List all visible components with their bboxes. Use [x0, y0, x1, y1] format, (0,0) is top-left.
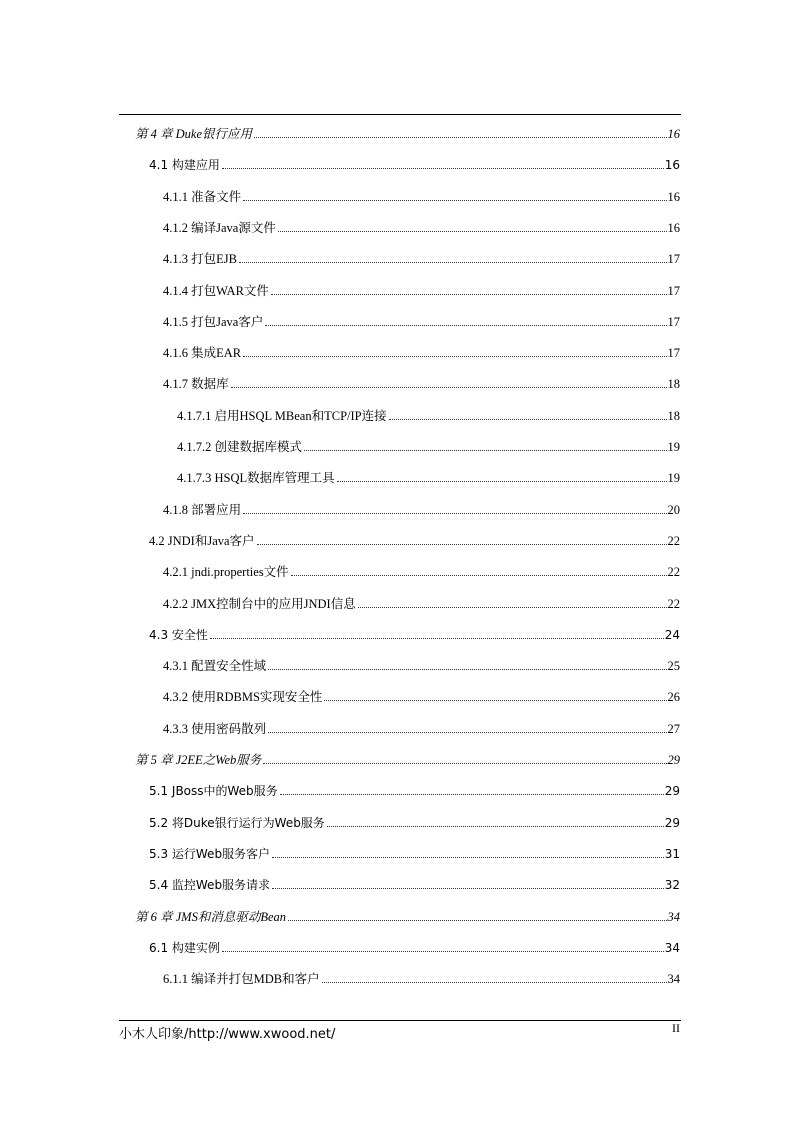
- toc-entry-title: 6.1.1 编译并打包MDB和客户: [163, 972, 320, 987]
- dot-leader: [268, 668, 666, 670]
- toc-entry-title: 4.1.7.2 创建数据库模式: [177, 440, 303, 454]
- toc-entry[interactable]: [163, 496, 680, 518]
- toc-entry[interactable]: [163, 558, 680, 580]
- toc-entry-page: 20: [667, 502, 680, 517]
- toc-chapter-entry[interactable]: [135, 120, 680, 142]
- footer-site-text: 小木人印象/http://www.xwood.net/: [119, 1027, 336, 1042]
- toc-entry-page: 29: [664, 815, 680, 830]
- toc-entry-page: 16: [667, 189, 680, 204]
- toc-entry-title: 6.1 构建实例: [149, 940, 220, 955]
- toc-entry-title: 5.3 运行Web服务客户: [149, 846, 271, 861]
- toc-entry-title: 5.2 将Duke银行运行为Web服务: [149, 815, 325, 830]
- toc-entry-page: 22: [667, 533, 680, 548]
- toc-entry-page: 34: [664, 940, 680, 955]
- toc-entry-page: 17: [667, 346, 680, 361]
- toc-entry-page: 31: [664, 846, 680, 861]
- dot-leader: [239, 261, 667, 263]
- toc-entry-title: 4.1.7.1 启用HSQL MBean和TCP/IP连接: [177, 408, 387, 423]
- dot-leader: [288, 919, 666, 921]
- toc-entry[interactable]: [149, 777, 680, 799]
- dot-leader: [304, 449, 666, 451]
- dot-leader: [263, 762, 666, 764]
- dot-leader: [291, 574, 667, 576]
- dot-leader: [271, 293, 667, 295]
- toc-entry[interactable]: [163, 590, 680, 612]
- toc-entry-page: 27: [667, 721, 680, 736]
- toc-entry[interactable]: [177, 433, 680, 455]
- toc-entry-title: 第 6 章 JMS和消息驱动Bean: [135, 909, 287, 924]
- toc-entry[interactable]: [163, 339, 680, 361]
- toc-entry-title: 4.1.1 准备文件: [163, 189, 242, 204]
- toc-entry-page: 22: [667, 565, 680, 580]
- toc-entry-title: 4.1.5 打包Java客户: [163, 314, 264, 329]
- toc-entry-page: 19: [667, 471, 680, 486]
- toc-entry[interactable]: [149, 809, 680, 831]
- toc-entry[interactable]: [163, 683, 680, 705]
- toc-entry-title: 4.2.1 jndi.properties文件: [163, 565, 289, 580]
- toc-entry[interactable]: [163, 183, 680, 205]
- dot-leader: [322, 981, 667, 983]
- dot-leader: [327, 825, 664, 827]
- dot-leader: [280, 793, 664, 795]
- toc-entry-page: 18: [667, 408, 680, 423]
- toc-entry-page: 29: [667, 753, 680, 767]
- dot-leader: [324, 699, 666, 701]
- toc-entry[interactable]: [163, 277, 680, 299]
- toc-entry[interactable]: [149, 527, 680, 549]
- toc-entry-page: 18: [667, 377, 680, 392]
- footer-rule: [119, 1020, 681, 1021]
- dot-leader: [222, 167, 664, 169]
- header-rule: [119, 114, 681, 115]
- toc-entry[interactable]: [149, 151, 680, 173]
- toc-entry-page: 32: [664, 878, 680, 893]
- toc-entry-page: 16: [667, 220, 680, 235]
- toc-entry-page: 26: [667, 690, 680, 705]
- toc-entry-page: 17: [667, 283, 680, 298]
- toc-entry[interactable]: [163, 965, 680, 987]
- toc-entry[interactable]: [163, 715, 680, 737]
- toc-entry-title: 4.3.2 使用RDBMS实现安全性: [163, 690, 323, 705]
- toc-entry-page: 34: [667, 972, 680, 987]
- toc-entry-title: 4.2.2 JMX控制台中的应用JNDI信息: [163, 596, 356, 611]
- dot-leader: [231, 386, 667, 388]
- dot-leader: [210, 637, 664, 639]
- dot-leader: [254, 136, 667, 138]
- dot-leader: [358, 606, 667, 608]
- toc-entry[interactable]: [149, 934, 680, 956]
- dot-leader: [272, 856, 664, 858]
- toc-entry-title: 4.3.1 配置安全性域: [163, 659, 267, 674]
- toc-entry[interactable]: [163, 214, 680, 236]
- toc-entry-page: 19: [667, 440, 680, 454]
- toc-entry-title: 4.1.4 打包WAR文件: [163, 283, 269, 298]
- toc-entry-page: 16: [667, 127, 680, 141]
- toc-entry-title: 4.1.7 数据库: [163, 377, 229, 392]
- dot-leader: [243, 199, 666, 201]
- toc-entry-title: 4.1.2 编译Java源文件: [163, 220, 276, 235]
- dot-leader: [257, 543, 667, 545]
- toc-entry-page: 34: [667, 909, 680, 924]
- toc-entry-title: 4.3.3 使用密码散列: [163, 721, 267, 736]
- toc-entry-page: 29: [664, 784, 680, 799]
- toc-chapter-entry[interactable]: [135, 903, 680, 925]
- dot-leader: [337, 480, 667, 482]
- dot-leader: [222, 950, 664, 952]
- toc-entry[interactable]: [163, 370, 680, 392]
- toc-entry-title: 5.4 监控Web服务请求: [149, 878, 271, 893]
- toc-entry-title: 4.1.6 集成EAR: [163, 346, 242, 361]
- toc-entry[interactable]: [177, 464, 680, 486]
- toc-entry[interactable]: [163, 652, 680, 674]
- toc-entry-title: 4.1.7.3 HSQL数据库管理工具: [177, 471, 335, 486]
- footer-page-number: II: [672, 1021, 680, 1035]
- toc-entry-title: 4.1 构建应用: [149, 158, 220, 173]
- dot-leader: [268, 731, 666, 733]
- toc-entry-page: 22: [667, 596, 680, 611]
- toc-entry-page: 24: [664, 627, 680, 642]
- dot-leader: [278, 230, 667, 232]
- toc-chapter-entry[interactable]: [135, 746, 680, 768]
- toc-entry[interactable]: [149, 871, 680, 893]
- toc-entry-title: 第 4 章 Duke银行应用: [135, 127, 252, 141]
- toc-entry-page: 16: [664, 158, 680, 173]
- dot-leader: [265, 324, 666, 326]
- toc-entry-page: 17: [667, 314, 680, 329]
- toc-entry-title: 5.1 JBoss中的Web服务: [149, 784, 278, 799]
- toc-entry-title: 4.1.8 部署应用: [163, 502, 242, 517]
- toc-entry[interactable]: [149, 621, 680, 643]
- dot-leader: [272, 887, 664, 889]
- toc-entry-page: 25: [667, 659, 680, 674]
- toc-entry[interactable]: [177, 402, 680, 424]
- toc-entry-title: 4.3 安全性: [149, 627, 208, 642]
- toc-entry[interactable]: [163, 308, 680, 330]
- toc-entry[interactable]: [149, 840, 680, 862]
- toc-entry-page: 17: [667, 252, 680, 267]
- toc-entry-title: 第 5 章 J2EE之Web服务: [135, 753, 262, 767]
- toc-entry[interactable]: [163, 245, 680, 267]
- dot-leader: [389, 418, 667, 420]
- toc-entry-title: 4.2 JNDI和Java客户: [149, 533, 255, 548]
- toc-entry-title: 4.1.3 打包EJB: [163, 252, 237, 267]
- dot-leader: [243, 355, 666, 357]
- dot-leader: [243, 512, 666, 514]
